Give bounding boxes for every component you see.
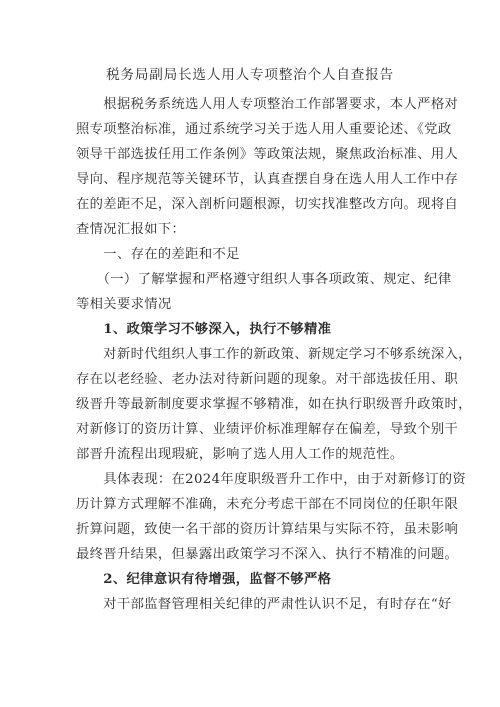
item-heading: 1、政策学习不够深入，执行不够精准 (76, 322, 332, 337)
body-line: 存在以老经验、老办法对待新问题的现象。对干部选拔任用、职 (76, 372, 459, 387)
body-line: 在的差距不足，深入剖析问题根源，切实找准整改方向。现将自 (76, 197, 459, 212)
body-line: 具体表现：在2024年度职级晋升工作中，由于对新修订的资 (76, 472, 467, 487)
body-line: 查情况汇报如下： (76, 222, 186, 237)
item-heading: 2、纪律意识有待增强，监督不够严格 (76, 572, 332, 587)
body-line: 级晋升等最新制度要求掌握不够精准，如在执行职级晋升政策时， (76, 397, 472, 412)
body-line: 领导干部选拔任用工作条例》等政策法规，聚焦政治标准、用人 (76, 147, 459, 162)
section-heading: 一、存在的差距和不足 (76, 247, 240, 262)
body-line: 部晋升流程出现瑕疵，影响了选人用人工作的规范性。 (76, 447, 404, 462)
body-line: 照专项整治标准，通过系统学习关于选人用人重要论述、《党政 (76, 122, 452, 137)
body-line: 历计算方式理解不准确，未充分考虑干部在不同岗位的任职年限 (76, 497, 459, 512)
subsection-heading: （一）了解掌握和严格遵守组织人事各项政策、规定、纪律 (76, 272, 452, 287)
subsection-heading: 等相关要求情况 (76, 297, 172, 312)
body-line: 折算问题，致使一名干部的资历计算结果与实际不符，虽未影响 (76, 522, 459, 537)
body-line: 对新修订的资历计算、业绩评价标准理解存在偏差，导致个别干 (76, 422, 459, 437)
body-line: 最终晋升结果，但暴露出政策学习不深入、执行不精准的问题。 (76, 547, 459, 562)
body-line: 对新时代组织人事工作的新政策、新规定学习不够系统深入， (76, 347, 472, 362)
body-line: 导向、程序规范等关键环节，认真查摆自身在选人用人工作中存 (76, 172, 459, 187)
document-title: 税务局副局长选人用人专项整治个人自查报告 (106, 67, 394, 83)
body-line: 根据税务系统选人用人专项整治工作部署要求，本人严格对 (76, 97, 459, 112)
body-line: 对干部监督管理相关纪律的严肃性认识不足，有时存在“好 (76, 597, 452, 612)
